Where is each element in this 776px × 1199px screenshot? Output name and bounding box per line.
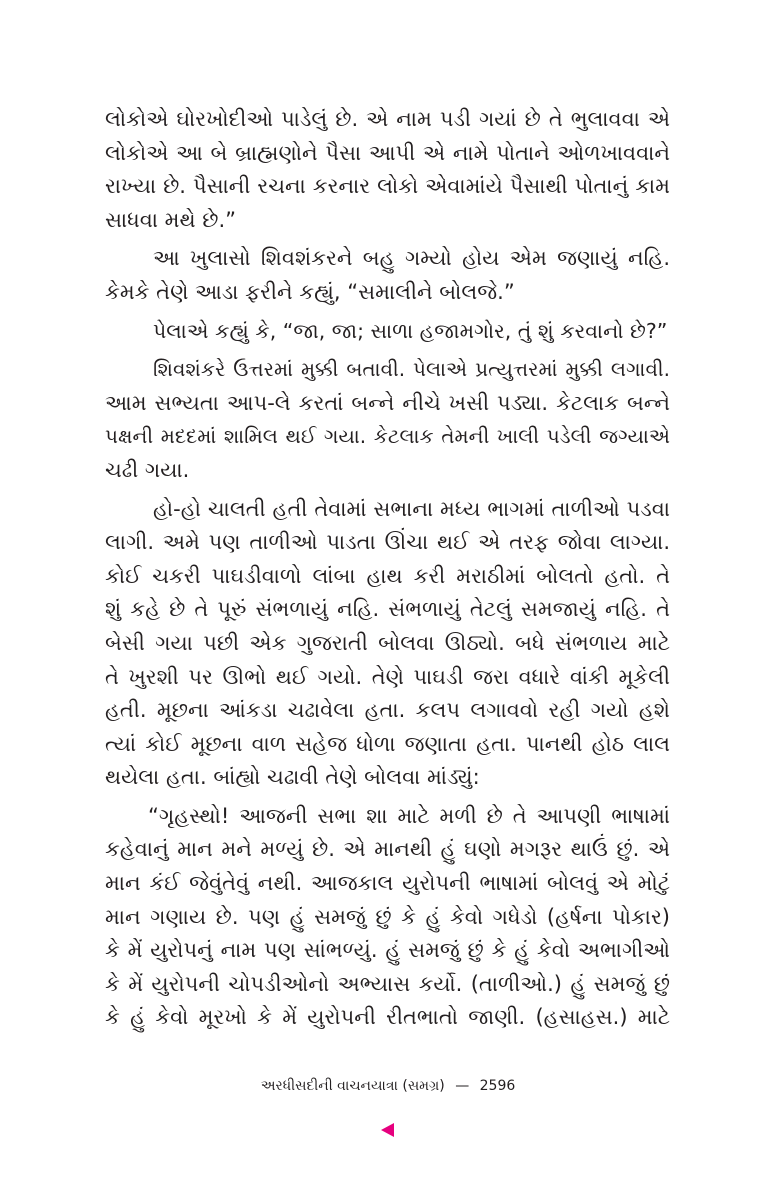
page-number: 2596 (479, 1078, 516, 1094)
text-line: ત્યાં કોઈ મૂછના વાળ સહેજ ધોળા જણાતા હતા. પાનથી હોઠ લાલ (105, 731, 670, 756)
text-line: લોકોએ આ બે બ્રાહ્મણોને પૈસા આપી એ નામે પોતાને ઓળખાવવાને (105, 140, 670, 165)
text-line: રાખ્યા છે. પૈસાની રચના કરનાર લોકો એવામાંયે પૈસાથી પોતાનું કામ (105, 174, 670, 199)
paragraph (105, 103, 670, 237)
text-line: તે ખુરશી પર ઊભો થઈ ગયો. તેણે પાઘડી જરા વધારે વાંકી મૂકેલી (105, 664, 670, 689)
text-line: બેસી ગયા પછી એક ગુજરાતી બોલવા ઊઠ્યો. બધે સંભળાય માટે (105, 630, 670, 655)
paragraph (105, 493, 670, 795)
text-line: લોકોએ ઘોરખોદીઓ પાડેલું છે. એ નામ પડી ગયાં છે તે ભુલાવવા એ (105, 107, 670, 131)
text-line: પેલાએ કહ્યું કે, “જા, જા; સાળા હજામગોર, તું શું કરવાનો છે?” (153, 318, 668, 343)
text-line: પક્ષની મદદમાં શામિલ થઈ ગયા. કેટલાક તેમની ખાલી પડેલી જગ્યાએ (105, 424, 670, 449)
text-line: હો-હો ચાલતી હતી તેવામાં સભાના મધ્ય ભાગમાં તાળીઓ પડવા (153, 496, 670, 521)
text-line: આ ખુલાસો શિવશંકરને બહુ ગમ્યો હોય એમ જણાયું નહિ. (153, 246, 670, 271)
paragraph (105, 800, 670, 1035)
text-line: શિવશંકરે ઉત્તરમાં મુક્કી બતાવી. પેલાએ પ્રત્યુત્તરમાં મુક્કી લગાવી. (153, 357, 670, 382)
text-line: માન ગણાય છે. પણ હું સમજું છું કે હું કેવો ગધેડો (હર્ષના પોકાર) (105, 904, 670, 929)
text-line: માન કંઈ જેવુંતેવું નથી. આજકાલ યુરોપની ભાષામાં બોલવું એ મોટું (105, 871, 670, 896)
footer-dash: — (455, 1078, 470, 1094)
text-line: આમ સભ્યતા આપ-લે કરતાં બન્ને નીચે ખસી પડ્યા. કેટલાક બન્ને (105, 390, 670, 415)
page-text (105, 103, 670, 1035)
paragraph (105, 315, 670, 349)
previous-page-icon[interactable] (381, 1123, 394, 1137)
paragraph (105, 353, 670, 487)
text-line: કે મેં યુરોપનું નામ પણ સાંભળ્યું. હું સમજું છું કે હું કેવો અભાગીઓ (105, 938, 670, 963)
text-line: કે હું કેવો મૂરખો કે મેં યુરોપની રીતભાતો જાણી. (હસાહસ.) માટે (105, 1005, 670, 1030)
footer-book-title: અરધીસદીની વાચનયાત્રા (સમગ્ર) (260, 1078, 445, 1094)
text-line: થયેલા હતા. બાંહ્યો ચઢાવી તેણે બોલવા માંડ્યું: (105, 765, 480, 790)
text-line: ચઢી ગયા. (105, 457, 190, 482)
text-line: હતી. મૂછના આંકડા ચઢાવેલા હતા. કલપ લગાવવો રહી ગયો હશે (105, 698, 670, 723)
paragraph (105, 242, 670, 309)
text-line: કહેવાનું માન મને મળ્યું છે. એ માનથી હું ઘણો મગરૂર થાઉં છું. એ (105, 837, 670, 862)
text-line: કોઈ ચકરી પાઘડીવાળો લાંબા હાથ કરી મરાઠીમાં બોલતો હતો. તે (105, 563, 670, 588)
text-line: “ગૃહસ્થો! આજની સભા શા માટે મળી છે તે આપણી ભાષામાં (148, 803, 670, 828)
text-line: લાગી. અમે પણ તાળીઓ પાડતા ઊંચા થઈ એ તરફ જોવા લાગ્યા. (105, 530, 670, 555)
text-line: કેમકે તેણે આડા ફરીને કહ્યું, “સમાલીને બોલજે.” (105, 279, 515, 304)
text-line: કે મેં યુરોપની ચોપડીઓનો અભ્યાસ કર્યો. (તાળીઓ.) હું સમજું છું (105, 971, 670, 996)
text-line: સાધવા મથે છે.” (105, 207, 237, 232)
text-line: શું કહે છે તે પૂરું સંભળાયું નહિ. સંભળાયું તેટલું સમજાયું નહિ. તે (105, 597, 670, 622)
running-footer (0, 1074, 776, 1098)
